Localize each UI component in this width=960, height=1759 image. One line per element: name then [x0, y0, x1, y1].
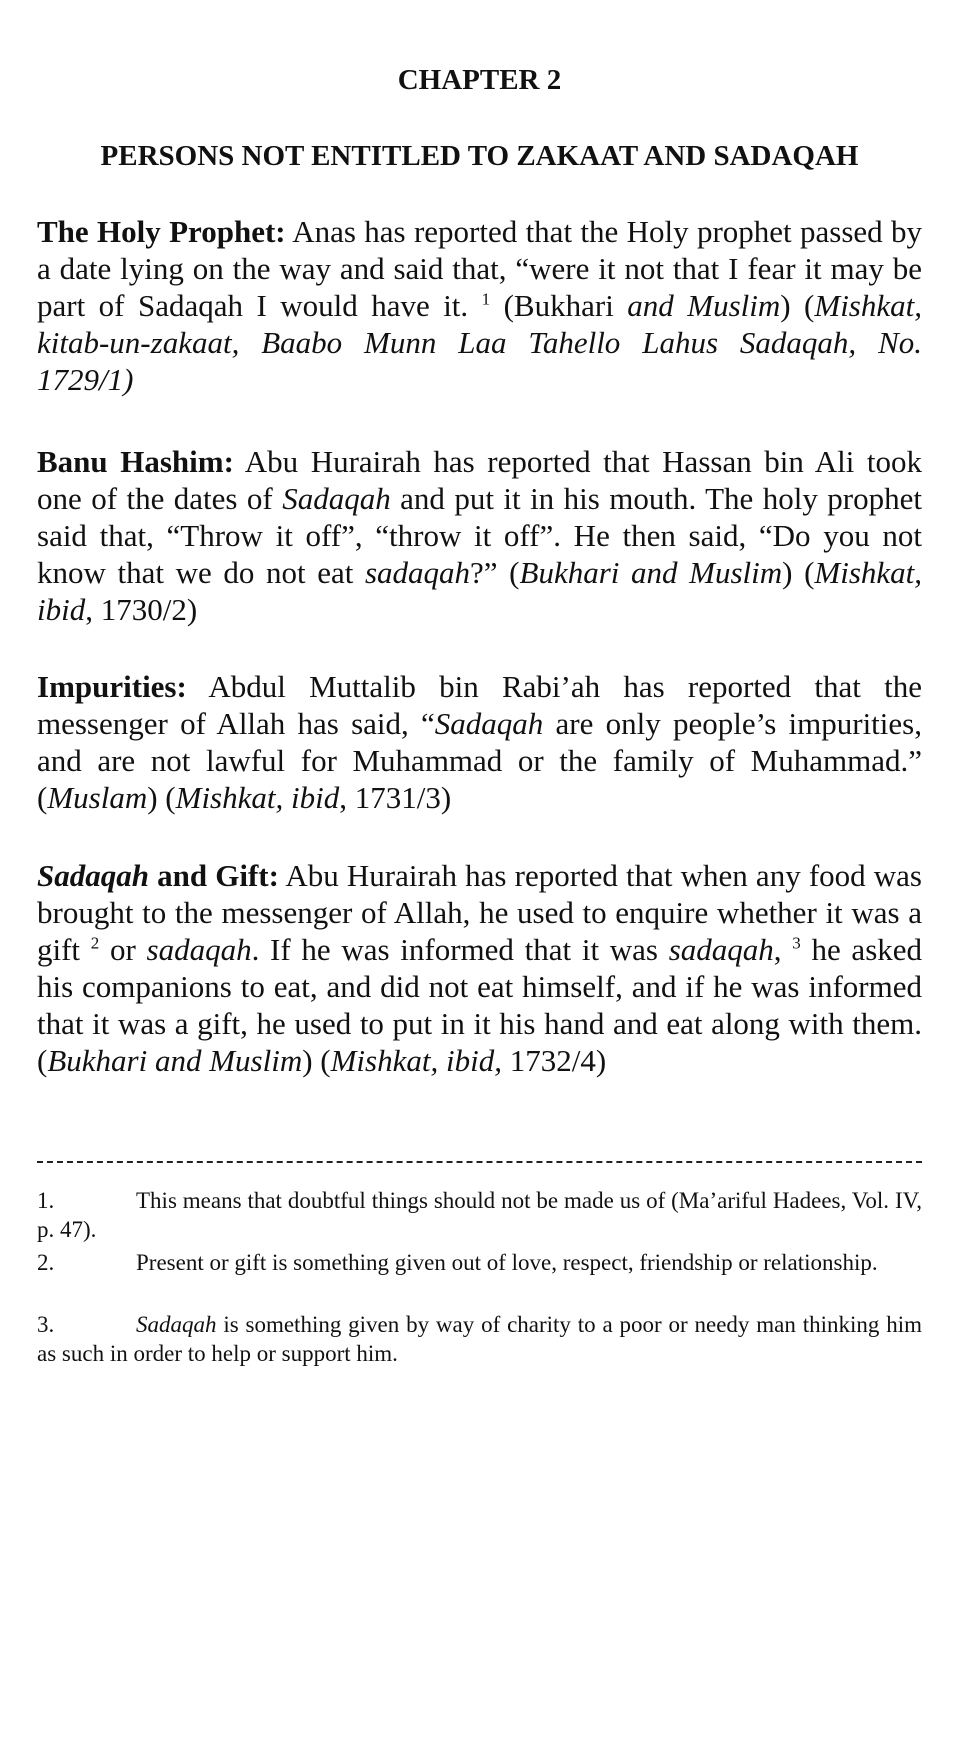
paragraph-text: he asked his companions to eat, and did not eat himself, and if he was informed that it was a gift, he used to put in it his hand and eat along with them. (: [37, 932, 923, 1078]
paragraph-lead: and Gift:: [148, 858, 279, 893]
paragraph-lead: Impurities:: [37, 669, 187, 704]
chapter-heading: PERSONS NOT ENTITLED TO ZAKAAT AND SADAQAH: [100, 140, 859, 172]
paragraph-text: ) (: [302, 1043, 331, 1078]
footnote-ref-2: 2: [90, 933, 100, 953]
citation-italic: and Muslim: [627, 288, 781, 323]
chapter-title: CHAPTER 2: [397, 64, 562, 96]
paragraph-text: . If he was informed that it was: [251, 932, 669, 967]
footnote-number: 2.: [37, 1250, 55, 1275]
paragraph-impurities: [37, 668, 922, 816]
paragraph-text: Abu Hurairah has reported that Hassan bin Ali took one of the dates of: [37, 444, 923, 516]
citation-italic: Bukhari and Muslim: [47, 1043, 303, 1078]
citation-italic: Muslam: [47, 780, 148, 815]
paragraph-text: Anas has reported that the Holy prophet passed by a date lying on the way and said that, “were it not that I fear it may be part of Sadaqah I would have it.: [37, 214, 922, 323]
term-italic: Sadaqah: [282, 481, 391, 516]
citation-italic: Mishkat, ibid: [175, 780, 340, 815]
paragraph-banu-hashim: [37, 443, 922, 628]
paragraph-lead-italic: Sadaqah: [37, 858, 149, 893]
citation-italic: Mishkat, ibid,: [330, 1043, 502, 1078]
footnote-ref-3: 3: [792, 933, 801, 953]
paragraph-text: Abdul Muttalib bin Rabi’ah has reported that the messenger of Allah has said, “: [37, 669, 922, 741]
footnote-3: [37, 1310, 922, 1368]
footnote-number: 3.: [37, 1312, 55, 1337]
footnote-2: [37, 1248, 922, 1277]
term-italic: sadaqah: [668, 932, 774, 967]
paragraph-text: ) (: [782, 555, 815, 590]
term-italic: sadaqah: [146, 932, 252, 967]
paragraph-lead: The Holy Prophet:: [37, 214, 286, 249]
term-italic: sadaqah: [364, 555, 471, 590]
paragraph-text: and put it in his mouth. The holy prophet said that, “Throw it off”, “throw it off”. He then said, “Do you not know that we do not eat: [37, 481, 922, 590]
paragraph-lead: Banu Hashim:: [37, 444, 234, 479]
footnote-number: 1.: [37, 1188, 55, 1213]
footnote-text: is something given by way of charity to a poor or needy man thinking him as such in order to help or support him.: [37, 1312, 922, 1366]
footnote-term-italic: Sadaqah: [136, 1312, 217, 1337]
paragraph-text: ) (: [147, 780, 176, 815]
paragraph-text: ) (: [780, 288, 815, 323]
citation-italic: Mishkat, ibid: [37, 555, 923, 627]
footnote-text: This means that doubtful things should not be made us of (Ma’ariful Hadees, Vol. IV, p. 47).: [37, 1188, 922, 1242]
paragraph-text: ,: [773, 932, 793, 967]
paragraph-text: Abu Hurairah has reported that when any food was brought to the messenger of Allah, he used to enquire whether it was a gift: [37, 858, 922, 967]
paragraph-text: , 1730/2): [85, 592, 198, 627]
footnote-1: [37, 1186, 922, 1244]
paragraph-text: are only people’s impurities, and are not lawful for Muhammad or the family of Muhammad.” (: [37, 706, 922, 815]
footnote-divider: [37, 1161, 922, 1163]
paragraph-text: ?” (: [470, 555, 520, 590]
paragraph-holy-prophet: [37, 213, 922, 398]
citation-italic: Mishkat, kitab-un-zakaat, Baabo Munn Laa Tahello Lahus Sadaqah, No. 1729/1): [37, 288, 922, 397]
paragraph-text: 1732/4): [501, 1043, 607, 1078]
footnote-text: Present or gift is something given out of love, respect, friendship or relationship.: [136, 1250, 878, 1275]
paragraph-text: or: [99, 932, 147, 967]
paragraph-text: , 1731/3): [339, 780, 452, 815]
term-italic: Sadaqah: [434, 706, 544, 741]
paragraph-text: (Bukhari: [490, 288, 628, 323]
footnote-ref-1: 1: [481, 289, 491, 309]
paragraph-sadaqah-and-gift: [37, 857, 922, 1079]
citation-italic: Bukhari and Muslim: [519, 555, 783, 590]
